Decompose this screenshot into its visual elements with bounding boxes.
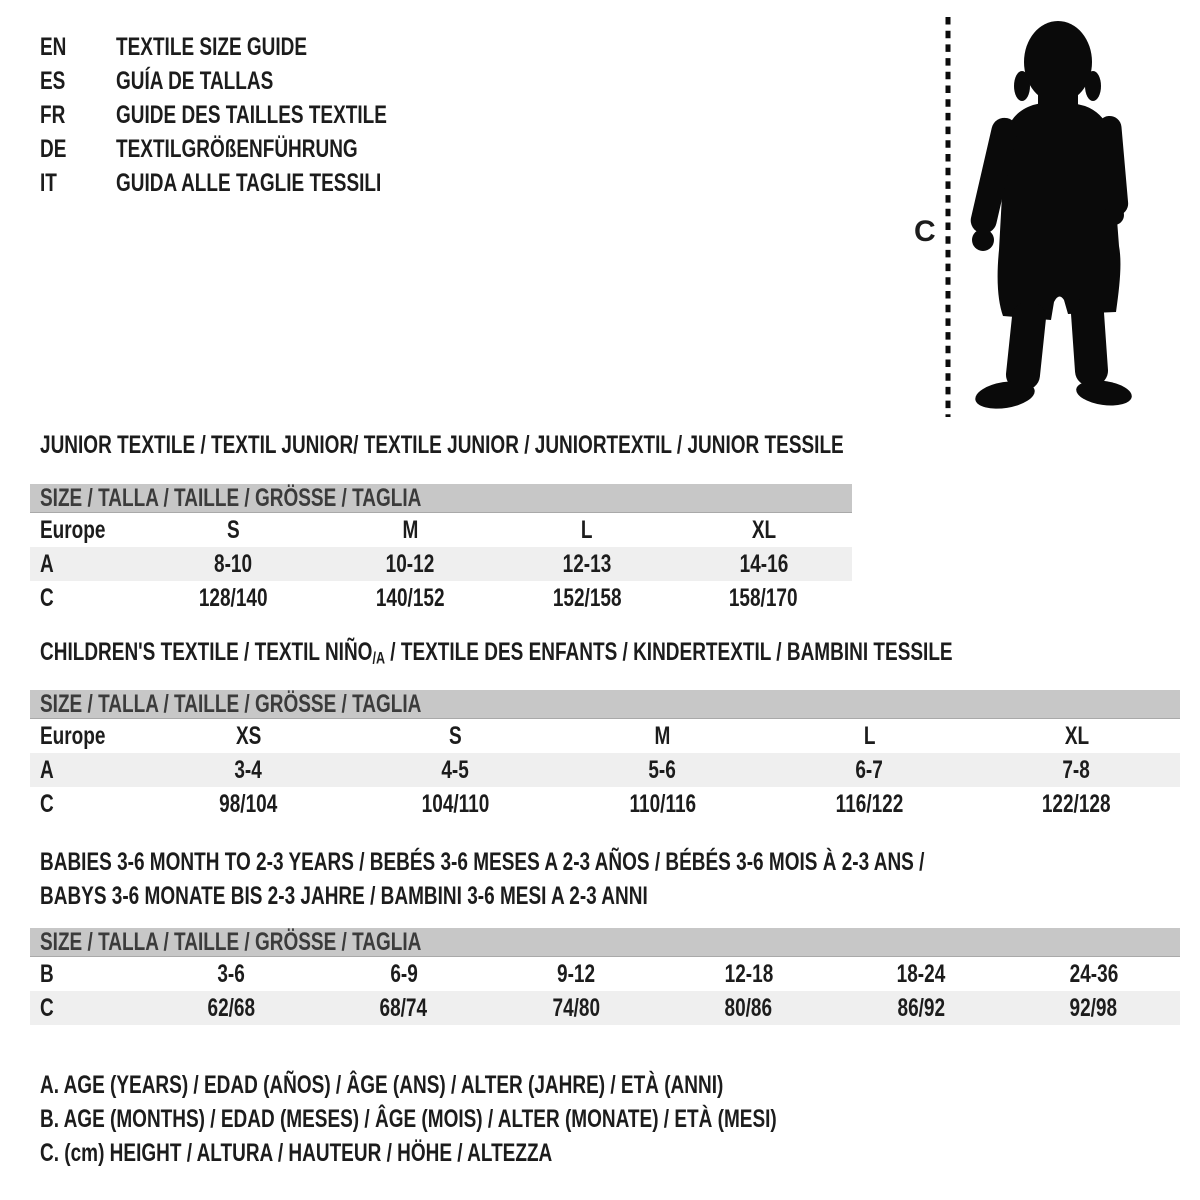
row-label: B [40,959,54,988]
table-cell: 12-18 [724,959,774,988]
table-row [30,787,1180,821]
height-measure-dashed-line [945,17,951,417]
row-label: A [40,755,54,784]
table-row [30,753,1180,787]
language-row [40,166,473,200]
language-code [40,135,116,164]
table-cell: 12-13 [562,549,612,578]
language-label-text: GUÍA DE TALLAS [116,66,274,95]
language-label [116,135,434,164]
title-text: CHILDREN'S TEXTILE / TEXTIL NIÑO [40,638,373,666]
table-cell: L [863,721,876,750]
table-cell: 104/110 [421,789,490,818]
language-code-text: ES [40,66,66,95]
table-rows [30,957,1180,1025]
table-cell: S [449,721,462,750]
table-cell: 3-4 [234,755,263,784]
language-code-text: FR [40,100,66,129]
table-rows [30,719,1180,821]
language-code-text: EN [40,32,67,61]
measurement-legend [40,1068,1009,1170]
language-label-text: TEXTILE SIZE GUIDE [116,32,308,61]
table-cell: 24-36 [1069,959,1119,988]
size-header-text: SIZE / TALLA / TAILLE / GRÖSSE / TAGLIA [40,927,422,956]
language-row [40,64,473,98]
language-label-text: TEXTILGRÖßENFÜHRUNG [116,134,358,163]
language-code-text: IT [40,168,57,197]
row-label: Europe [40,515,106,544]
language-label [116,33,367,62]
junior-table-title [40,432,1098,458]
table-cell: S [227,515,240,544]
table-row [30,581,852,615]
table-cell: 80/86 [724,993,773,1022]
language-row [40,98,473,132]
babies-table-title-line2 [40,883,840,909]
table-cell: 18-24 [896,959,946,988]
language-code [40,169,116,198]
row-label: C [40,583,54,612]
language-code [40,101,116,130]
table-cell: L [581,515,593,544]
legend-text: B. AGE (MONTHS) / EDAD (MESES) / ÂGE (MOIS) / ALTER (MONATE) / ETÀ (MESI) [40,1104,777,1133]
table-cell: 8-10 [214,549,253,578]
table-cell: M [654,721,671,750]
row-label: C [40,789,54,818]
table-cell: 74/80 [552,993,601,1022]
table-row [30,547,852,581]
legend-text: C. (cm) HEIGHT / ALTURA / HAUTEUR / HÖHE / ALTEZZA [40,1138,553,1167]
language-label [116,169,465,198]
title-text: BABYS 3-6 MONATE BIS 2-3 JAHRE / BAMBINI 3-6 MESI A 2-3 ANNI [40,882,648,910]
table-cell: 4-5 [441,755,470,784]
table-cell: 7-8 [1062,755,1091,784]
title-text: JUNIOR TEXTILE / TEXTIL JUNIOR/ TEXTILE JUNIOR / JUNIORTEXTIL / JUNIOR TESSILE [40,431,844,459]
language-label-text: GUIDA ALLE TAGLIE TESSILI [116,168,382,197]
language-label [116,101,473,130]
size-header-band [30,484,852,513]
title-text: / TEXTILE DES ENFANTS / KINDERTEXTIL / BAMBINI TESSILE [385,638,953,666]
table-cell: 10-12 [385,549,435,578]
table-cell: 116/122 [835,789,904,818]
table-cell: 5-6 [648,755,677,784]
junior-size-table [30,484,852,615]
legend-line-c [40,1136,1009,1170]
language-label-text: GUIDE DES TAILLES TEXTILE [116,100,387,129]
table-cell: 110/116 [629,789,696,818]
legend-line-b [40,1102,1009,1136]
table-cell: 140/152 [375,583,445,612]
row-label: Europe [40,721,106,750]
table-cell: 14-16 [739,549,788,578]
table-cell: 6-9 [390,959,418,988]
table-row [30,513,852,547]
toddler-silhouette-icon [963,12,1145,416]
table-cell: 3-6 [217,959,245,988]
children-size-table [30,690,1180,821]
language-row [40,30,473,64]
legend-line-a [40,1068,1009,1102]
table-cell: 92/98 [1069,993,1118,1022]
size-header-text: SIZE / TALLA / TAILLE / GRÖSSE / TAGLIA [40,483,422,512]
table-cell: 68/74 [379,993,428,1022]
table-row [30,719,1180,753]
legend-text: A. AGE (YEARS) / EDAD (AÑOS) / ÂGE (ANS) / ALTER (JAHRE) / ETÀ (ANNI) [40,1070,724,1099]
row-label: C [40,993,54,1022]
table-rows [30,513,852,615]
table-cell: 62/68 [207,993,256,1022]
title-subscript: /A [372,649,386,668]
table-cell: 158/170 [729,583,798,612]
table-row [30,957,1180,991]
language-header [40,30,473,200]
height-measure-label: C [914,215,936,248]
table-cell: M [402,515,419,544]
children-table-title [40,639,1200,672]
table-cell: 122/128 [1042,789,1111,818]
table-row [30,991,1180,1025]
language-code [40,33,116,62]
table-cell: 98/104 [219,789,278,818]
size-header-text: SIZE / TALLA / TAILLE / GRÖSSE / TAGLIA [40,689,422,718]
table-cell: 128/140 [199,583,268,612]
size-header-band [30,928,1180,957]
table-cell: 86/92 [897,993,946,1022]
table-cell: 9-12 [557,959,596,988]
language-code-text: DE [40,134,67,163]
language-code [40,67,116,96]
language-row [40,132,473,166]
table-cell: XL [751,515,776,544]
table-cell: 6-7 [855,755,884,784]
title-text: BABIES 3-6 MONTH TO 2-3 YEARS / BEBÉS 3-6 MESES A 2-3 AÑOS / BÉBÉS 3-6 MOIS À 2-3 ANS / [40,848,925,876]
babies-size-table [30,928,1180,1025]
table-cell: XS [235,721,262,750]
table-cell: XL [1064,721,1089,750]
table-cell: 152/158 [552,583,622,612]
language-label [116,67,323,96]
row-label: A [40,549,54,578]
size-header-band [30,690,1180,719]
babies-table-title-line1 [40,849,1200,875]
